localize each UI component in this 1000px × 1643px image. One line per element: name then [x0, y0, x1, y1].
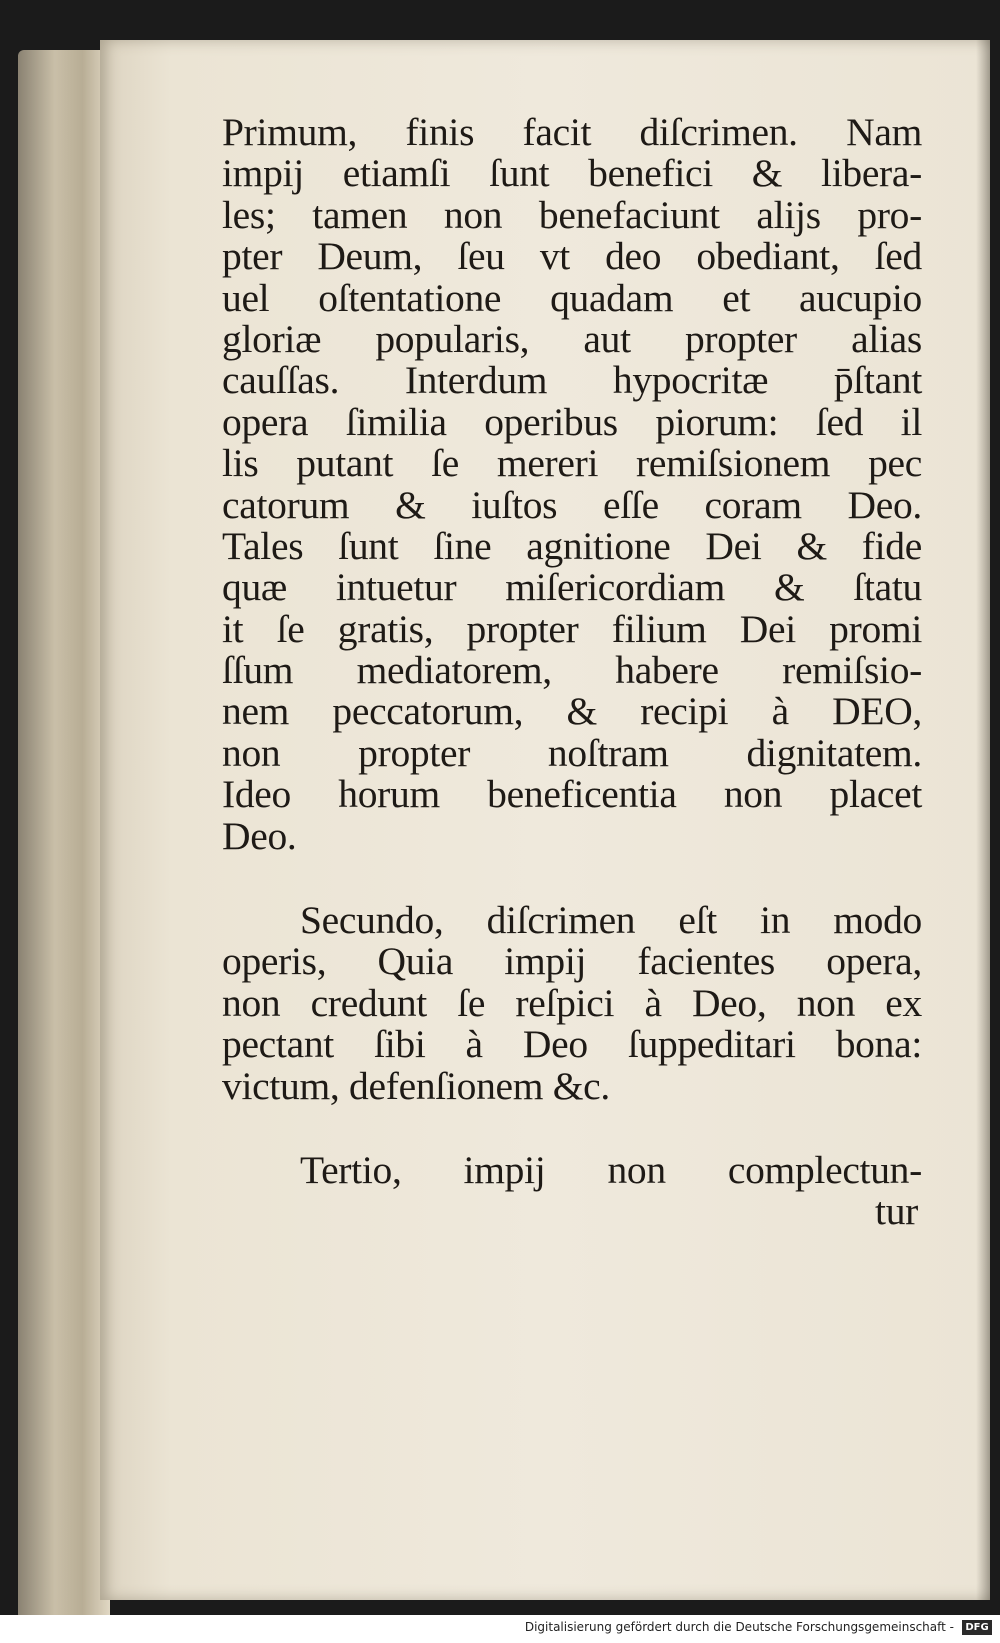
text-line: Tales ſunt ſine agnitione Dei & fide [222, 523, 922, 568]
dfg-logo-icon: DFG [962, 1620, 992, 1635]
text-line: gloriæ popularis, aut propter alias [222, 316, 922, 361]
text-line: lis putant ſe mereri remiſsionem pec [222, 441, 922, 486]
text-line: it ſe gratis, propter filium Dei promi [222, 606, 922, 651]
text-line: catorum & iuſtos eſſe coram Deo. [222, 482, 922, 527]
text-line: Tertio, impij non complectun- [300, 1147, 922, 1192]
text-line: victum, defenſionem &c. [222, 1063, 610, 1108]
book-page-edge [18, 50, 110, 1620]
paragraph-gap [222, 857, 922, 900]
text-line: pectant ſibi à Deo ſuppeditari bona: [222, 1022, 922, 1067]
text-line: Deo. [222, 813, 297, 858]
text-line: Ideo horum beneficentia non placet [222, 772, 922, 817]
page-text [222, 112, 922, 1233]
text-line: non propter noſtram dignitatem. [222, 730, 922, 775]
text-line: operis, Quia impij facientes opera, [222, 939, 922, 984]
text-line: cauſſas. Interdum hypocritæ p̄ſtant [222, 358, 922, 403]
footer-credit: Digitalisierung gefördert durch die Deutsche Forschungsgemeinschaft - [524, 1620, 954, 1634]
text-line: non credunt ſe reſpici à Deo, non ex [222, 980, 922, 1025]
text-line: Secundo, diſcrimen eſt in modo [300, 898, 922, 943]
text-line: pter Deum, ſeu vt deo obediant, ſed [222, 234, 922, 279]
text-line: ſſum mediatorem, habere remiſsio- [222, 648, 922, 693]
text-line: opera ſimilia operibus piorum: ſed il [222, 399, 922, 444]
catchword: tur [875, 1189, 918, 1234]
text-line: quæ intuetur miſericordiam & ſtatu [222, 565, 922, 610]
page-gutter-shadow [976, 40, 990, 1600]
text-line: nem peccatorum, & recipi à DEO, [222, 689, 922, 734]
text-line: les; tamen non benefaciunt alijs pro- [222, 192, 922, 237]
text-line: uel oſtentatione quadam et aucupio [222, 275, 922, 320]
footer-bar [0, 1615, 1000, 1643]
text-line: impij etiamſi ſunt benefici & libera- [222, 151, 922, 196]
text-line: Primum, finis facit diſcrimen. Nam [222, 110, 922, 154]
paragraph-gap [222, 1107, 922, 1150]
